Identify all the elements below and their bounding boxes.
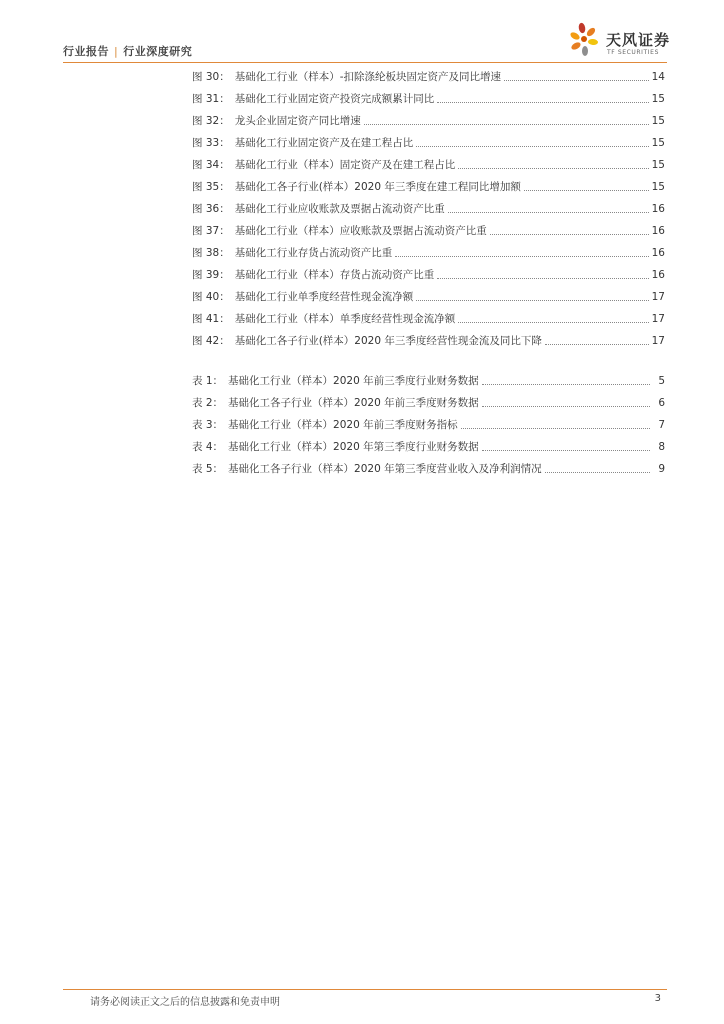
toc-entry[interactable] — [192, 68, 665, 84]
header-divider — [63, 62, 667, 63]
toc-entry-title: 龙头企业固定资产同比增速 — [234, 115, 361, 127]
toc-entry-number: 图 35： — [192, 181, 230, 193]
toc-entry-number: 图 39： — [192, 269, 230, 281]
toc-leader — [524, 190, 649, 191]
toc-entry-title: 基础化工行业（样本）应收账款及票据占流动资产比重 — [234, 225, 487, 237]
toc-leader — [458, 168, 648, 169]
toc-entry[interactable] — [192, 460, 665, 476]
toc-entry-page: 16 — [651, 225, 665, 237]
toc-entry[interactable] — [192, 90, 665, 106]
toc-leader — [545, 472, 650, 473]
toc-leader — [364, 124, 649, 125]
toc-leader — [504, 80, 649, 81]
toc-entry[interactable] — [192, 288, 665, 304]
toc-entry-title: 基础化工行业固定资产及在建工程占比 — [234, 137, 414, 149]
toc-entry[interactable] — [192, 134, 665, 150]
logo-brand-cn: 天风证券 — [606, 31, 671, 49]
toc-entry-page: 9 — [658, 463, 665, 475]
toc-entry[interactable] — [192, 112, 665, 128]
toc-entry-number: 图 30： — [192, 71, 230, 83]
footer-disclaimer: 请务必阅读正文之后的信息披露和免责申明 — [90, 997, 280, 1008]
toc-leader — [448, 212, 649, 213]
toc-entry-number: 图 37： — [192, 225, 230, 237]
toc-entry-page: 17 — [651, 313, 665, 325]
toc-entry-page: 15 — [651, 181, 665, 193]
toc-entry[interactable] — [192, 332, 665, 348]
toc-leader — [545, 344, 649, 345]
toc-entry-page: 16 — [651, 247, 665, 259]
footer-divider — [63, 989, 667, 990]
toc-entry-number: 图 41： — [192, 313, 230, 325]
toc-leader — [482, 406, 650, 407]
toc-entry-number: 表 1： — [192, 375, 224, 387]
toc-entry-page: 15 — [651, 159, 665, 171]
toc-entry-page: 5 — [658, 375, 665, 387]
header-report-type: 行业深度研究 — [123, 45, 193, 58]
header-category: 行业报告 — [63, 45, 109, 58]
toc-leader — [416, 300, 648, 301]
toc-entry-page: 15 — [651, 93, 665, 105]
company-logo — [568, 22, 678, 62]
header-separator: | — [114, 45, 119, 58]
toc-entry[interactable] — [192, 394, 665, 410]
toc-entry-title: 基础化工行业（样本）存货占流动资产比重 — [234, 269, 435, 281]
toc-entry-title: 基础化工各子行业(样本）2020 年三季度经营性现金流及同比下降 — [234, 335, 542, 347]
toc-entry-title: 基础化工行业固定资产投资完成额累计同比 — [234, 93, 435, 105]
toc-leader — [461, 428, 650, 429]
toc-entry-page: 16 — [651, 203, 665, 215]
logo-brand-en: TF SECURITIES — [607, 49, 659, 56]
toc-entry-number: 表 2： — [192, 397, 224, 409]
toc-entry-number: 图 40： — [192, 291, 230, 303]
toc-entry-title: 基础化工行业（样本）2020 年第三季度行业财务数据 — [228, 441, 479, 453]
header-title — [63, 43, 192, 59]
toc-entry-number: 表 3： — [192, 419, 224, 431]
toc-entry-number: 图 34： — [192, 159, 230, 171]
toc-entry-title: 基础化工各子行业（样本）2020 年第三季度营业收入及净利润情况 — [228, 463, 542, 475]
toc-entry[interactable] — [192, 156, 665, 172]
toc-entry-number: 图 31： — [192, 93, 230, 105]
toc-leader — [416, 146, 648, 147]
toc-entry-page: 17 — [651, 291, 665, 303]
toc-entry-number: 图 38： — [192, 247, 230, 259]
toc-entry[interactable] — [192, 372, 665, 388]
toc-entry-number: 表 4： — [192, 441, 224, 453]
toc-leader — [437, 278, 648, 279]
toc-entry-title: 基础化工各子行业(样本）2020 年三季度在建工程同比增加额 — [234, 181, 521, 193]
toc-entry[interactable] — [192, 438, 665, 454]
toc-leader — [482, 384, 650, 385]
toc-leader — [437, 102, 648, 103]
toc-entry-page: 17 — [651, 335, 665, 347]
toc-entry[interactable] — [192, 178, 665, 194]
toc-entry[interactable] — [192, 416, 665, 432]
page-number: 3 — [654, 993, 661, 1004]
toc-entry[interactable] — [192, 200, 665, 216]
toc-entry[interactable] — [192, 310, 665, 326]
toc-entry-title: 基础化工行业存货占流动资产比重 — [234, 247, 393, 259]
toc-entry-title: 基础化工行业（样本）2020 年前三季度行业财务数据 — [228, 375, 479, 387]
toc-entry-title: 基础化工行业（样本）单季度经营性现金流净额 — [234, 313, 456, 325]
toc-entry-page: 15 — [651, 137, 665, 149]
toc-entry-page: 8 — [658, 441, 665, 453]
toc-entry-number: 图 33： — [192, 137, 230, 149]
toc-leader — [458, 322, 648, 323]
toc-entry[interactable] — [192, 222, 665, 238]
toc-entry-number: 表 5： — [192, 463, 224, 475]
toc-entry-page: 6 — [658, 397, 665, 409]
toc-entry-page: 15 — [651, 115, 665, 127]
toc-leader — [482, 450, 650, 451]
toc-entry-page: 16 — [651, 269, 665, 281]
toc-leader — [395, 256, 648, 257]
toc-entry[interactable] — [192, 244, 665, 260]
toc-entry[interactable] — [192, 266, 665, 282]
toc-entry-title: 基础化工行业（样本）2020 年前三季度财务指标 — [228, 419, 458, 431]
toc-entry-number: 图 32： — [192, 115, 230, 127]
toc-entry-page: 14 — [651, 71, 665, 83]
toc-entry-title: 基础化工行业（样本）固定资产及在建工程占比 — [234, 159, 456, 171]
toc-entry-page: 7 — [658, 419, 665, 431]
toc-entry-title: 基础化工各子行业（样本）2020 年前三季度财务数据 — [228, 397, 479, 409]
toc-entry-title: 基础化工行业应收账款及票据占流动资产比重 — [234, 203, 445, 215]
toc-entry-number: 图 42： — [192, 335, 230, 347]
toc-entry-number: 图 36： — [192, 203, 230, 215]
toc-entry-title: 基础化工行业（样本）-扣除涤纶板块固定资产及同比增速 — [234, 71, 501, 83]
flower-logo-icon — [568, 22, 604, 60]
toc-leader — [490, 234, 649, 235]
toc-entry-title: 基础化工行业单季度经营性现金流净额 — [234, 291, 414, 303]
